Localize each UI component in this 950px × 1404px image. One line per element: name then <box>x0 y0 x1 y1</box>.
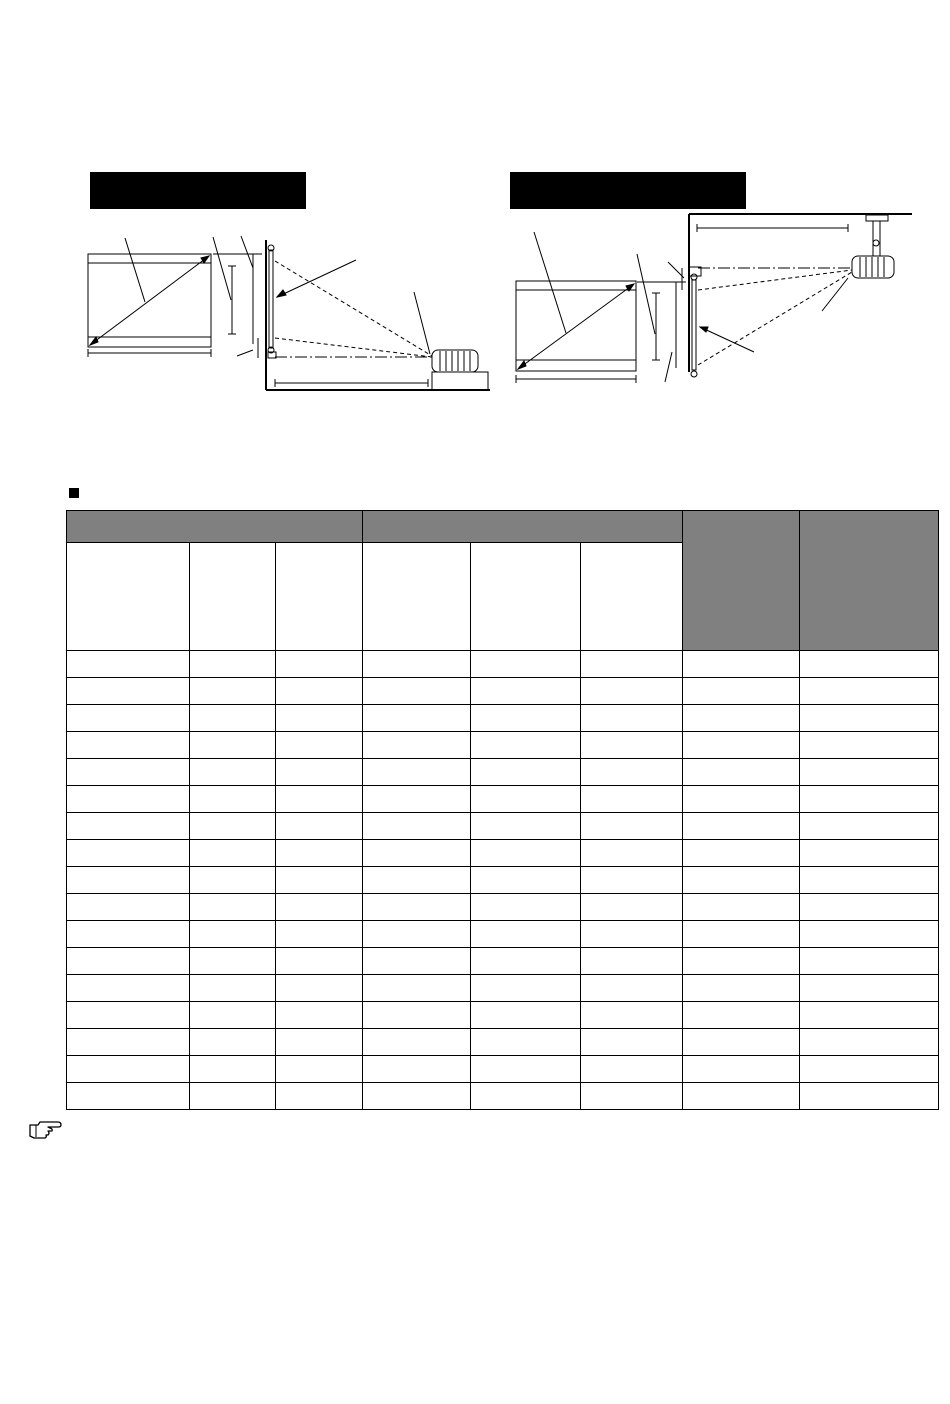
table-cell <box>683 1083 800 1110</box>
table-cell <box>800 1002 939 1029</box>
table-cell <box>67 732 190 759</box>
table-cell <box>67 1056 190 1083</box>
table-row <box>67 759 939 786</box>
table-cell <box>190 759 276 786</box>
table-cell <box>190 1056 276 1083</box>
table-cell <box>67 759 190 786</box>
table-cell <box>683 1002 800 1029</box>
table-cell <box>363 948 471 975</box>
table-cell <box>581 678 683 705</box>
table-cell <box>67 921 190 948</box>
table-cell <box>276 651 363 678</box>
table-cell <box>800 975 939 1002</box>
table-cell <box>67 1002 190 1029</box>
table-cell <box>190 678 276 705</box>
table-cell <box>363 759 471 786</box>
table-cell <box>800 948 939 975</box>
table-cell <box>190 1029 276 1056</box>
table-cell <box>581 1083 683 1110</box>
table-cell <box>800 1029 939 1056</box>
table-cell <box>471 840 581 867</box>
table-row <box>67 1002 939 1029</box>
table-cell <box>276 813 363 840</box>
table-row <box>67 813 939 840</box>
table-cell <box>363 975 471 1002</box>
table-cell <box>363 840 471 867</box>
table-cell <box>683 921 800 948</box>
table-cell <box>581 840 683 867</box>
table-row <box>67 840 939 867</box>
screen-diagonal-arrow <box>90 256 209 345</box>
table-cell <box>800 732 939 759</box>
table-cell <box>276 1002 363 1029</box>
floor-installation-diagram <box>88 236 490 390</box>
table-row <box>67 1056 939 1083</box>
table-cell <box>581 813 683 840</box>
table-cell <box>276 705 363 732</box>
table-cell <box>581 651 683 678</box>
table-cell <box>190 948 276 975</box>
pointing-hand-note-icon <box>28 1119 62 1141</box>
extra-header <box>800 511 939 651</box>
table-cell <box>471 1083 581 1110</box>
table-cell <box>471 894 581 921</box>
table-cell <box>276 1029 363 1056</box>
table-cell <box>471 813 581 840</box>
table-row <box>67 1029 939 1056</box>
table-row <box>67 948 939 975</box>
table-cell <box>581 1002 683 1029</box>
table-cell <box>581 732 683 759</box>
table-cell <box>363 894 471 921</box>
table-cell <box>471 867 581 894</box>
table-cell <box>190 1002 276 1029</box>
table-cell <box>581 786 683 813</box>
table-row <box>67 894 939 921</box>
table-cell <box>276 840 363 867</box>
table-cell <box>276 678 363 705</box>
table-cell <box>67 786 190 813</box>
table-cell <box>800 1056 939 1083</box>
table-cell <box>190 975 276 1002</box>
table-cell <box>471 705 581 732</box>
table-cell <box>683 867 800 894</box>
table-cell <box>471 1056 581 1083</box>
table-row <box>67 1083 939 1110</box>
table-cell <box>800 840 939 867</box>
table-cell <box>581 921 683 948</box>
table-cell <box>581 705 683 732</box>
table-cell <box>363 1002 471 1029</box>
table-cell <box>581 1029 683 1056</box>
table-cell <box>67 1029 190 1056</box>
table-row <box>67 651 939 678</box>
table-cell <box>363 678 471 705</box>
table-cell <box>800 678 939 705</box>
table-cell <box>683 678 800 705</box>
square-bullet-icon <box>69 488 79 498</box>
table-cell <box>276 1056 363 1083</box>
table-cell <box>190 651 276 678</box>
table-cell <box>683 840 800 867</box>
table-cell <box>276 948 363 975</box>
table-cell <box>363 1029 471 1056</box>
table-cell <box>67 651 190 678</box>
offset-header <box>683 511 800 651</box>
projection-diagrams <box>0 0 950 420</box>
column-header <box>581 543 683 651</box>
table-cell <box>276 1083 363 1110</box>
table-cell <box>67 705 190 732</box>
table-cell <box>363 786 471 813</box>
screen-dimensions-header <box>67 511 363 543</box>
table-cell <box>581 1056 683 1083</box>
table-cell <box>683 705 800 732</box>
table-cell <box>67 867 190 894</box>
table-cell <box>683 813 800 840</box>
table-cell <box>683 651 800 678</box>
table-cell <box>471 651 581 678</box>
table-row <box>67 678 939 705</box>
table-cell <box>190 1083 276 1110</box>
table-cell <box>363 867 471 894</box>
table-cell <box>581 867 683 894</box>
table-row <box>67 732 939 759</box>
table-cell <box>581 894 683 921</box>
table-cell <box>276 867 363 894</box>
table-cell <box>190 786 276 813</box>
table-cell <box>276 759 363 786</box>
table-row <box>67 867 939 894</box>
table-cell <box>67 678 190 705</box>
table-cell <box>471 921 581 948</box>
table-cell <box>683 1056 800 1083</box>
table-cell <box>190 705 276 732</box>
table-cell <box>67 813 190 840</box>
table-cell <box>800 651 939 678</box>
table-cell <box>800 921 939 948</box>
table-cell <box>471 975 581 1002</box>
table-cell <box>67 1083 190 1110</box>
table-cell <box>276 921 363 948</box>
screen-diagonal-arrow <box>518 284 634 369</box>
table-cell <box>471 732 581 759</box>
table-cell <box>800 867 939 894</box>
table-cell <box>67 948 190 975</box>
table-cell <box>800 1083 939 1110</box>
table-cell <box>363 732 471 759</box>
table-cell <box>581 975 683 1002</box>
table-cell <box>581 759 683 786</box>
table-cell <box>363 651 471 678</box>
ceiling-installation-diagram <box>516 214 912 383</box>
table-cell <box>276 975 363 1002</box>
table-cell <box>683 1029 800 1056</box>
table-cell <box>190 921 276 948</box>
table-cell <box>471 948 581 975</box>
table-cell <box>581 948 683 975</box>
column-header <box>276 543 363 651</box>
table-cell <box>471 759 581 786</box>
table-cell <box>190 867 276 894</box>
table-cell <box>800 786 939 813</box>
table-cell <box>471 786 581 813</box>
table-cell <box>67 894 190 921</box>
table-cell <box>363 705 471 732</box>
table-row <box>67 975 939 1002</box>
table-cell <box>67 840 190 867</box>
table-row <box>67 786 939 813</box>
column-header <box>363 543 471 651</box>
table-cell <box>190 732 276 759</box>
table-cell <box>683 786 800 813</box>
table-cell <box>683 975 800 1002</box>
table-cell <box>363 1056 471 1083</box>
column-header <box>67 543 190 651</box>
table-cell <box>800 813 939 840</box>
table-body <box>67 651 939 1110</box>
table-cell <box>800 705 939 732</box>
table-cell <box>471 1002 581 1029</box>
column-header <box>190 543 276 651</box>
table-cell <box>683 948 800 975</box>
table-cell <box>683 732 800 759</box>
table-cell <box>363 813 471 840</box>
table-cell <box>67 975 190 1002</box>
table-cell <box>363 1083 471 1110</box>
table-cell <box>471 678 581 705</box>
column-header <box>471 543 581 651</box>
table-cell <box>800 894 939 921</box>
table-cell <box>683 894 800 921</box>
projection-dimensions-table <box>66 510 939 1110</box>
table-row <box>67 705 939 732</box>
table-row <box>67 921 939 948</box>
table-cell <box>276 894 363 921</box>
table-cell <box>471 1029 581 1056</box>
table-cell <box>190 894 276 921</box>
table-cell <box>276 732 363 759</box>
table-cell <box>190 840 276 867</box>
table-cell <box>800 759 939 786</box>
table-cell <box>363 921 471 948</box>
table-cell <box>276 786 363 813</box>
table-cell <box>190 813 276 840</box>
table-cell <box>683 759 800 786</box>
projection-distance-header <box>363 511 683 543</box>
